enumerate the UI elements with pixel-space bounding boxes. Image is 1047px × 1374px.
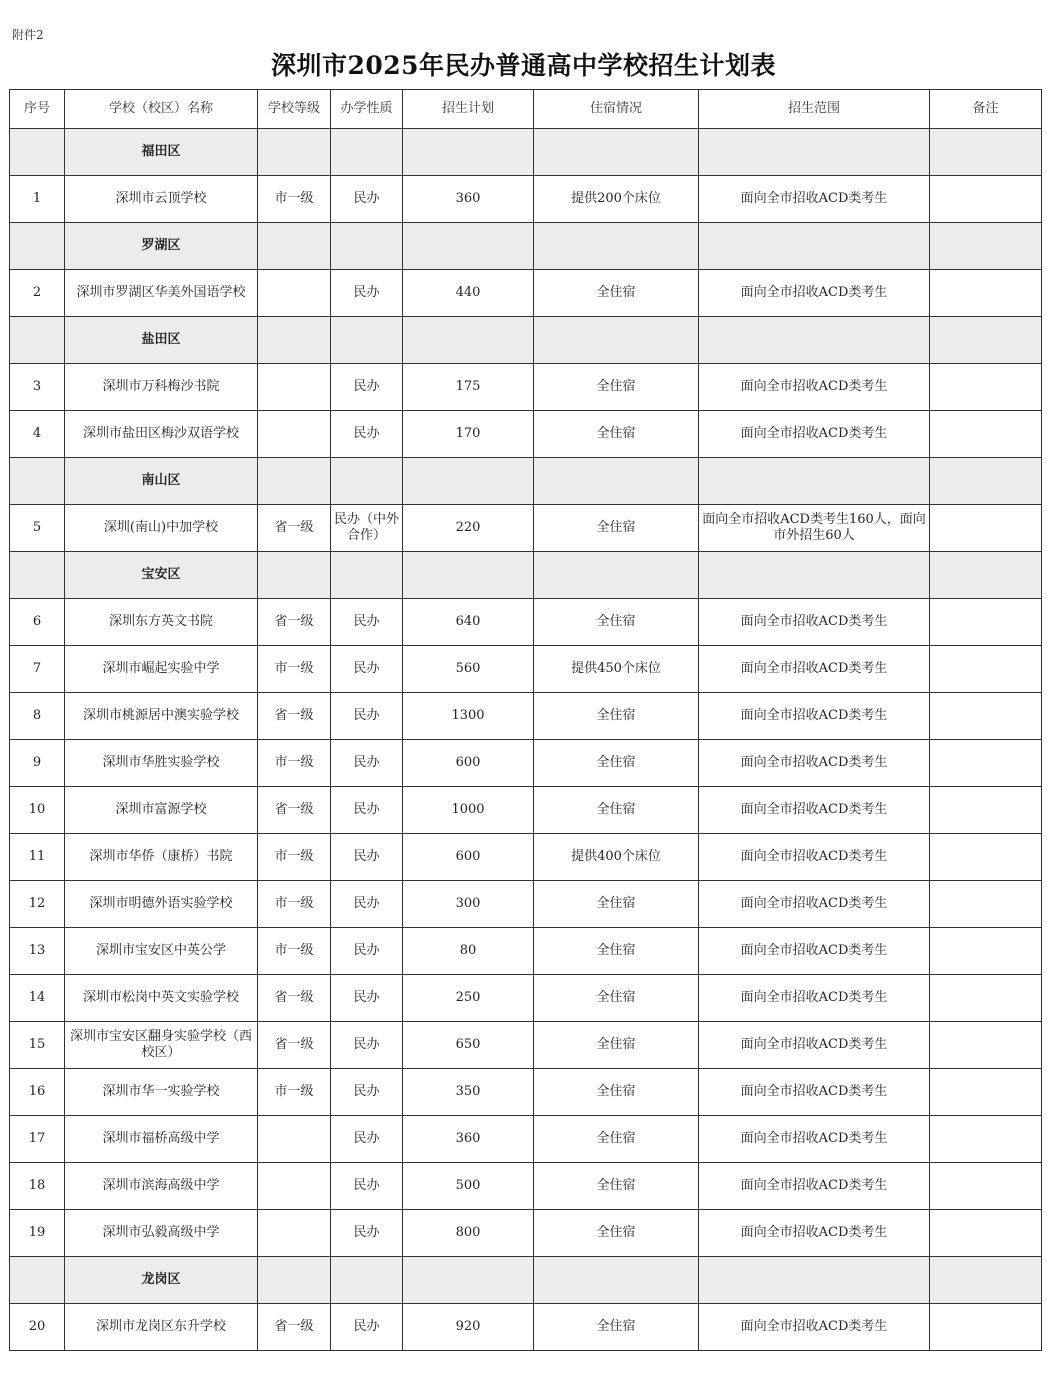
cell-enroll-scope: 面向全市招收ACD类考生	[699, 834, 930, 881]
cell-enroll-scope: 面向全市招收ACD类考生	[699, 740, 930, 787]
cell-nature: 民办	[331, 646, 403, 693]
district-empty-cell	[403, 1257, 534, 1304]
district-empty-cell	[699, 552, 930, 599]
cell-remarks	[930, 1116, 1042, 1163]
district-empty-cell	[403, 458, 534, 505]
district-empty-cell	[930, 458, 1042, 505]
cell-no: 13	[10, 928, 65, 975]
district-empty-cell	[534, 458, 699, 505]
district-empty-cell	[403, 223, 534, 270]
cell-no: 20	[10, 1304, 65, 1351]
cell-school-level: 市一级	[258, 740, 331, 787]
cell-school-name: 深圳市盐田区梅沙双语学校	[65, 411, 258, 458]
district-empty-cell	[930, 129, 1042, 176]
cell-enroll-scope: 面向全市招收ACD类考生	[699, 270, 930, 317]
cell-nature: 民办	[331, 881, 403, 928]
cell-school-level	[258, 1210, 331, 1257]
header-remarks: 备注	[930, 90, 1042, 129]
district-empty-cell	[534, 317, 699, 364]
cell-school-name: 深圳市宝安区中英公学	[65, 928, 258, 975]
cell-nature: 民办	[331, 834, 403, 881]
cell-enroll-scope: 面向全市招收ACD类考生	[699, 975, 930, 1022]
cell-school-name: 深圳市华胜实验学校	[65, 740, 258, 787]
district-row	[10, 552, 1042, 599]
district-empty-cell	[930, 1257, 1042, 1304]
cell-nature: 民办（中外合作）	[331, 505, 403, 552]
district-empty-cell	[534, 223, 699, 270]
cell-school-name: 深圳市弘毅高级中学	[65, 1210, 258, 1257]
cell-no: 16	[10, 1069, 65, 1116]
table-row	[10, 834, 1042, 881]
district-empty-cell	[699, 1257, 930, 1304]
district-name: 盐田区	[65, 317, 258, 364]
cell-remarks	[930, 646, 1042, 693]
table-row	[10, 693, 1042, 740]
cell-lodging: 全住宿	[534, 505, 699, 552]
district-empty-cell	[699, 317, 930, 364]
table-row	[10, 411, 1042, 458]
cell-lodging: 全住宿	[534, 881, 699, 928]
cell-remarks	[930, 693, 1042, 740]
cell-remarks	[930, 740, 1042, 787]
cell-enroll-scope: 面向全市招收ACD类考生	[699, 787, 930, 834]
cell-no: 5	[10, 505, 65, 552]
cell-enroll-plan: 175	[403, 364, 534, 411]
cell-enroll-plan: 1300	[403, 693, 534, 740]
cell-remarks	[930, 270, 1042, 317]
table-row	[10, 928, 1042, 975]
district-name: 龙岗区	[65, 1257, 258, 1304]
cell-lodging: 全住宿	[534, 975, 699, 1022]
table-row	[10, 1210, 1042, 1257]
cell-remarks	[930, 975, 1042, 1022]
cell-enroll-plan: 440	[403, 270, 534, 317]
district-empty-cell	[534, 129, 699, 176]
cell-lodging: 全住宿	[534, 270, 699, 317]
district-row	[10, 223, 1042, 270]
header-nature: 办学性质	[331, 90, 403, 129]
cell-remarks	[930, 599, 1042, 646]
header-enroll-scope: 招生范围	[699, 90, 930, 129]
district-empty-cell	[403, 552, 534, 599]
district-row	[10, 129, 1042, 176]
header-lodging: 住宿情况	[534, 90, 699, 129]
cell-school-name: 深圳市滨海高级中学	[65, 1163, 258, 1210]
cell-school-level: 省一级	[258, 599, 331, 646]
table-row	[10, 176, 1042, 223]
cell-enroll-scope: 面向全市招收ACD类考生	[699, 411, 930, 458]
cell-school-level: 省一级	[258, 1304, 331, 1351]
cell-school-name: 深圳市富源学校	[65, 787, 258, 834]
district-empty-cell	[331, 458, 403, 505]
cell-school-name: 深圳市罗湖区华美外国语学校	[65, 270, 258, 317]
header-enroll-plan: 招生计划	[403, 90, 534, 129]
cell-school-level: 市一级	[258, 881, 331, 928]
cell-enroll-scope: 面向全市招收ACD类考生160人，面向市外招生60人	[699, 505, 930, 552]
table-row	[10, 599, 1042, 646]
cell-enroll-plan: 170	[403, 411, 534, 458]
cell-enroll-scope: 面向全市招收ACD类考生	[699, 364, 930, 411]
cell-no: 6	[10, 599, 65, 646]
district-empty-cell	[403, 317, 534, 364]
table-row	[10, 364, 1042, 411]
cell-remarks	[930, 364, 1042, 411]
cell-nature: 民办	[331, 364, 403, 411]
district-empty-cell	[10, 1257, 65, 1304]
cell-nature: 民办	[331, 928, 403, 975]
table-header-row	[10, 90, 1042, 129]
table-row	[10, 740, 1042, 787]
cell-nature: 民办	[331, 270, 403, 317]
cell-no: 8	[10, 693, 65, 740]
cell-enroll-scope: 面向全市招收ACD类考生	[699, 176, 930, 223]
cell-lodging: 全住宿	[534, 1304, 699, 1351]
cell-remarks	[930, 881, 1042, 928]
cell-enroll-scope: 面向全市招收ACD类考生	[699, 1304, 930, 1351]
cell-enroll-scope: 面向全市招收ACD类考生	[699, 646, 930, 693]
cell-school-level: 市一级	[258, 646, 331, 693]
district-empty-cell	[403, 129, 534, 176]
cell-remarks	[930, 928, 1042, 975]
cell-no: 2	[10, 270, 65, 317]
district-empty-cell	[10, 317, 65, 364]
district-empty-cell	[258, 458, 331, 505]
cell-lodging: 提供200个床位	[534, 176, 699, 223]
cell-enroll-plan: 360	[403, 1116, 534, 1163]
cell-school-level	[258, 1116, 331, 1163]
district-empty-cell	[331, 223, 403, 270]
cell-enroll-scope: 面向全市招收ACD类考生	[699, 599, 930, 646]
table-row	[10, 1116, 1042, 1163]
table-body	[10, 129, 1042, 1351]
cell-nature: 民办	[331, 975, 403, 1022]
cell-no: 10	[10, 787, 65, 834]
district-name: 罗湖区	[65, 223, 258, 270]
cell-enroll-scope: 面向全市招收ACD类考生	[699, 1022, 930, 1069]
cell-remarks	[930, 1210, 1042, 1257]
cell-enroll-scope: 面向全市招收ACD类考生	[699, 1163, 930, 1210]
table-row	[10, 646, 1042, 693]
cell-school-name: 深圳市福桥高级中学	[65, 1116, 258, 1163]
cell-school-name: 深圳市华侨（康桥）书院	[65, 834, 258, 881]
cell-nature: 民办	[331, 693, 403, 740]
cell-school-name: 深圳东方英文书院	[65, 599, 258, 646]
cell-school-level	[258, 270, 331, 317]
district-empty-cell	[258, 552, 331, 599]
page-title: 深圳市2025年民办普通高中学校招生计划表	[270, 51, 777, 80]
cell-remarks	[930, 787, 1042, 834]
header-school-level: 学校等级	[258, 90, 331, 129]
district-empty-cell	[930, 552, 1042, 599]
district-empty-cell	[331, 1257, 403, 1304]
cell-school-name: 深圳市松岗中英文实验学校	[65, 975, 258, 1022]
cell-lodging: 全住宿	[534, 599, 699, 646]
cell-school-level: 市一级	[258, 928, 331, 975]
cell-no: 18	[10, 1163, 65, 1210]
header-no: 序号	[10, 90, 65, 129]
cell-lodging: 全住宿	[534, 1116, 699, 1163]
cell-nature: 民办	[331, 1163, 403, 1210]
cell-no: 3	[10, 364, 65, 411]
district-empty-cell	[10, 129, 65, 176]
cell-enroll-plan: 220	[403, 505, 534, 552]
district-empty-cell	[258, 1257, 331, 1304]
cell-school-name: 深圳市万科梅沙书院	[65, 364, 258, 411]
cell-enroll-plan: 920	[403, 1304, 534, 1351]
cell-school-name: 深圳市宝安区翻身实验学校（西校区）	[65, 1022, 258, 1069]
cell-lodging: 全住宿	[534, 693, 699, 740]
cell-enroll-scope: 面向全市招收ACD类考生	[699, 1210, 930, 1257]
cell-remarks	[930, 411, 1042, 458]
cell-enroll-plan: 600	[403, 740, 534, 787]
cell-remarks	[930, 505, 1042, 552]
attachment-label: 附件2	[12, 28, 44, 42]
cell-lodging: 全住宿	[534, 364, 699, 411]
cell-remarks	[930, 176, 1042, 223]
district-empty-cell	[10, 223, 65, 270]
cell-remarks	[930, 1022, 1042, 1069]
cell-enroll-plan: 1000	[403, 787, 534, 834]
cell-enroll-plan: 350	[403, 1069, 534, 1116]
cell-school-level: 省一级	[258, 505, 331, 552]
cell-lodging: 全住宿	[534, 411, 699, 458]
cell-no: 11	[10, 834, 65, 881]
cell-lodging: 全住宿	[534, 1069, 699, 1116]
cell-nature: 民办	[331, 176, 403, 223]
cell-school-level	[258, 1163, 331, 1210]
table-row	[10, 1163, 1042, 1210]
cell-enroll-plan: 800	[403, 1210, 534, 1257]
cell-school-level: 市一级	[258, 1069, 331, 1116]
cell-enroll-plan: 560	[403, 646, 534, 693]
cell-no: 14	[10, 975, 65, 1022]
cell-no: 17	[10, 1116, 65, 1163]
cell-enroll-plan: 300	[403, 881, 534, 928]
cell-nature: 民办	[331, 1304, 403, 1351]
cell-enroll-plan: 640	[403, 599, 534, 646]
cell-school-level: 省一级	[258, 1022, 331, 1069]
cell-lodging: 全住宿	[534, 740, 699, 787]
cell-school-level: 市一级	[258, 176, 331, 223]
table-row	[10, 1022, 1042, 1069]
cell-school-name: 深圳市华一实验学校	[65, 1069, 258, 1116]
cell-nature: 民办	[331, 599, 403, 646]
cell-lodging: 全住宿	[534, 787, 699, 834]
district-empty-cell	[930, 223, 1042, 270]
district-empty-cell	[331, 317, 403, 364]
district-row	[10, 458, 1042, 505]
district-empty-cell	[331, 129, 403, 176]
cell-school-name: 深圳市云顶学校	[65, 176, 258, 223]
cell-lodging: 提供400个床位	[534, 834, 699, 881]
cell-lodging: 全住宿	[534, 928, 699, 975]
cell-nature: 民办	[331, 1022, 403, 1069]
cell-lodging: 提供450个床位	[534, 646, 699, 693]
table-row	[10, 881, 1042, 928]
header-school-name: 学校（校区）名称	[65, 90, 258, 129]
cell-school-name: 深圳市桃源居中澳实验学校	[65, 693, 258, 740]
cell-nature: 民办	[331, 1116, 403, 1163]
district-empty-cell	[258, 223, 331, 270]
cell-enroll-scope: 面向全市招收ACD类考生	[699, 1069, 930, 1116]
district-empty-cell	[699, 129, 930, 176]
district-empty-cell	[699, 223, 930, 270]
cell-enroll-scope: 面向全市招收ACD类考生	[699, 1116, 930, 1163]
cell-no: 12	[10, 881, 65, 928]
district-empty-cell	[930, 317, 1042, 364]
cell-remarks	[930, 1163, 1042, 1210]
table-row	[10, 975, 1042, 1022]
cell-nature: 民办	[331, 411, 403, 458]
district-empty-cell	[258, 317, 331, 364]
district-empty-cell	[534, 552, 699, 599]
cell-lodging: 全住宿	[534, 1163, 699, 1210]
district-name: 福田区	[65, 129, 258, 176]
cell-school-name: 深圳市崛起实验中学	[65, 646, 258, 693]
cell-no: 4	[10, 411, 65, 458]
cell-no: 1	[10, 176, 65, 223]
district-empty-cell	[331, 552, 403, 599]
cell-lodging: 全住宿	[534, 1022, 699, 1069]
cell-remarks	[930, 1069, 1042, 1116]
cell-remarks	[930, 834, 1042, 881]
district-row	[10, 317, 1042, 364]
cell-school-name: 深圳(南山)中加学校	[65, 505, 258, 552]
district-row	[10, 1257, 1042, 1304]
cell-school-level: 省一级	[258, 693, 331, 740]
cell-nature: 民办	[331, 1069, 403, 1116]
cell-school-level: 省一级	[258, 787, 331, 834]
table-row	[10, 1069, 1042, 1116]
cell-nature: 民办	[331, 1210, 403, 1257]
cell-lodging: 全住宿	[534, 1210, 699, 1257]
table-row	[10, 787, 1042, 834]
cell-enroll-scope: 面向全市招收ACD类考生	[699, 928, 930, 975]
cell-enroll-plan: 650	[403, 1022, 534, 1069]
cell-school-level	[258, 364, 331, 411]
cell-no: 19	[10, 1210, 65, 1257]
cell-school-level: 市一级	[258, 834, 331, 881]
cell-nature: 民办	[331, 787, 403, 834]
district-name: 宝安区	[65, 552, 258, 599]
district-empty-cell	[258, 129, 331, 176]
cell-enroll-plan: 250	[403, 975, 534, 1022]
cell-enroll-plan: 360	[403, 176, 534, 223]
district-empty-cell	[10, 458, 65, 505]
cell-no: 15	[10, 1022, 65, 1069]
cell-no: 7	[10, 646, 65, 693]
cell-enroll-scope: 面向全市招收ACD类考生	[699, 693, 930, 740]
cell-school-name: 深圳市龙岗区东升学校	[65, 1304, 258, 1351]
cell-no: 9	[10, 740, 65, 787]
cell-school-level: 省一级	[258, 975, 331, 1022]
cell-enroll-plan: 500	[403, 1163, 534, 1210]
cell-enroll-scope: 面向全市招收ACD类考生	[699, 881, 930, 928]
cell-school-level	[258, 411, 331, 458]
enrollment-plan-table	[9, 89, 1042, 1351]
cell-enroll-plan: 600	[403, 834, 534, 881]
table-row	[10, 270, 1042, 317]
table-row	[10, 505, 1042, 552]
cell-enroll-plan: 80	[403, 928, 534, 975]
district-name: 南山区	[65, 458, 258, 505]
district-empty-cell	[10, 552, 65, 599]
district-empty-cell	[699, 458, 930, 505]
table-row	[10, 1304, 1042, 1351]
cell-nature: 民办	[331, 740, 403, 787]
district-empty-cell	[534, 1257, 699, 1304]
cell-remarks	[930, 1304, 1042, 1351]
cell-school-name: 深圳市明德外语实验学校	[65, 881, 258, 928]
